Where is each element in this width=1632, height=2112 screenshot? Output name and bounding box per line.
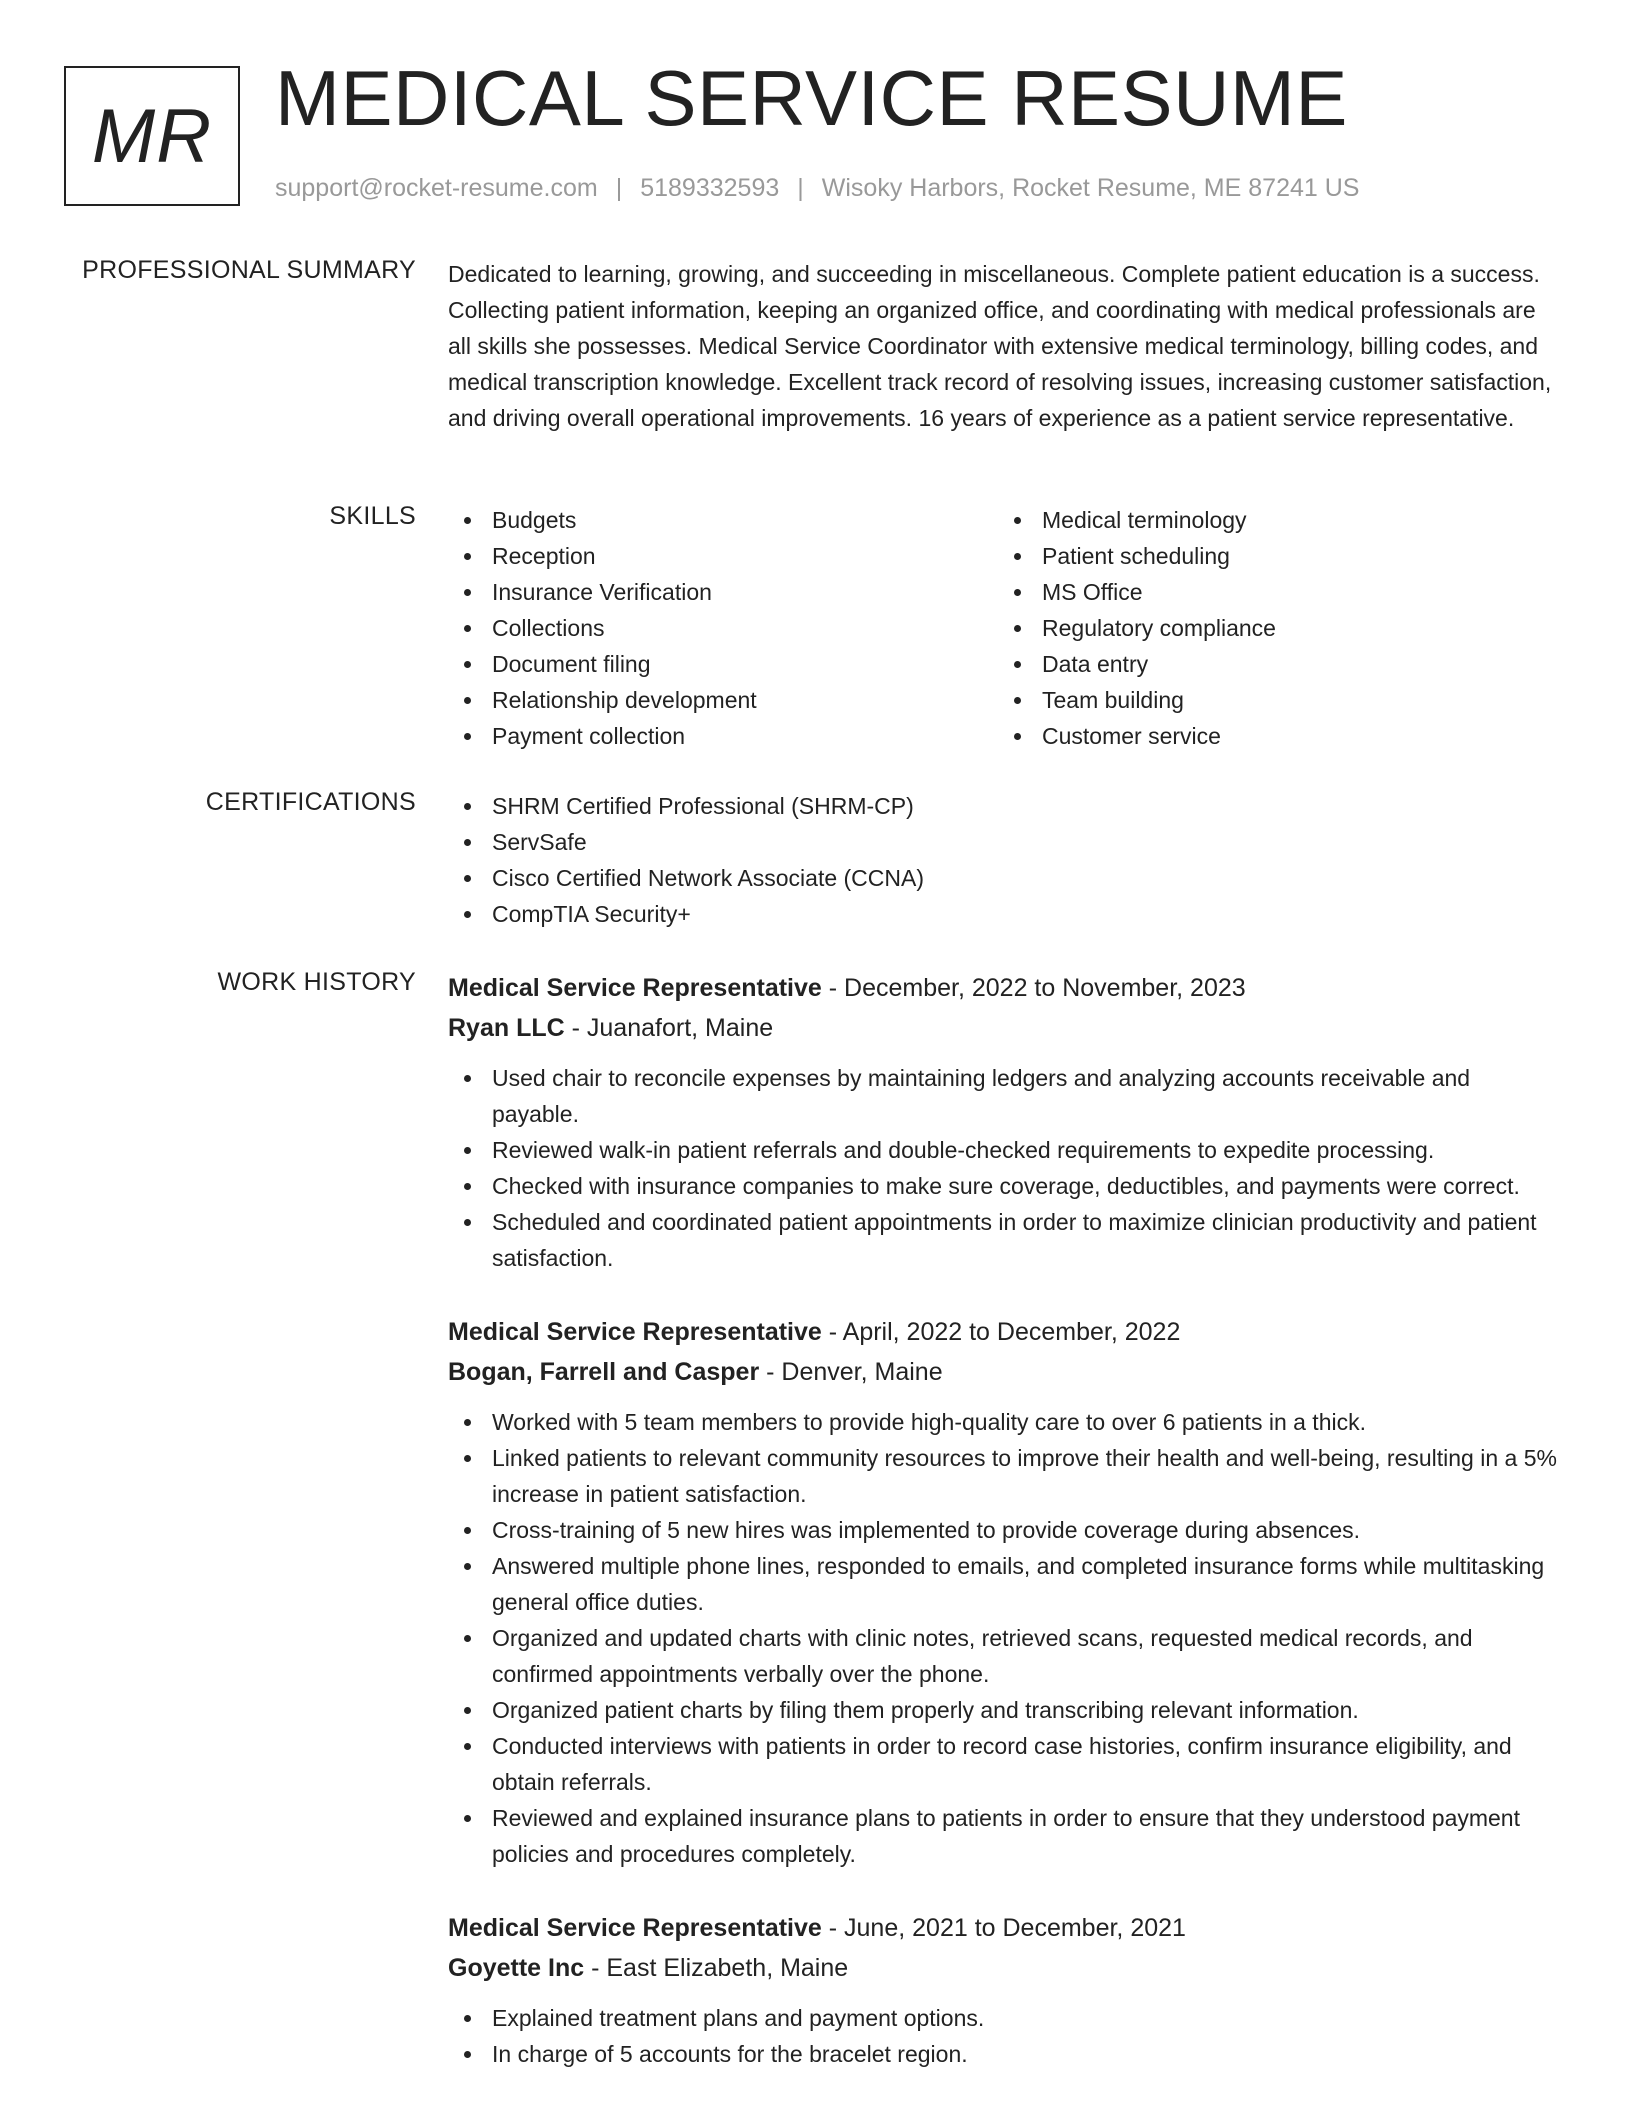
job-company-line bbox=[448, 1948, 1560, 1988]
certification-item: SHRM Certified Professional (SHRM-CP) bbox=[492, 788, 1560, 824]
job-title-line bbox=[448, 968, 1560, 1008]
skills-list-right bbox=[998, 502, 1548, 754]
skill-item: Medical terminology bbox=[1042, 502, 1548, 538]
job-bullet: Scheduled and coordinated patient appointments in order to maximize clinician productivity and patient satisfaction. bbox=[492, 1204, 1560, 1276]
skill-item: Relationship development bbox=[492, 682, 998, 718]
job-bullet: Linked patients to relevant community resources to improve their health and well-being, resulting in a 5% increase in patient satisfaction. bbox=[492, 1440, 1560, 1512]
job-bullets bbox=[448, 1404, 1560, 1872]
job-bullet: Reviewed and explained insurance plans to patients in order to ensure that they understood payment policies and procedures completely. bbox=[492, 1800, 1560, 1872]
job-bullets bbox=[448, 1060, 1560, 1276]
work-history-label: WORK HISTORY bbox=[217, 968, 416, 996]
job-bullet: Organized patient charts by filing them properly and transcribing relevant information. bbox=[492, 1692, 1560, 1728]
certification-item: ServSafe bbox=[492, 824, 1560, 860]
summary-label: PROFESSIONAL SUMMARY bbox=[82, 256, 416, 284]
job-company: Bogan, Farrell and Casper bbox=[448, 1358, 760, 1386]
job-title: Medical Service Representative bbox=[448, 1318, 822, 1346]
job-title-line bbox=[448, 1312, 1560, 1352]
job-bullet: Conducted interviews with patients in order to record case histories, confirm insurance eligibility, and obtain referrals. bbox=[492, 1728, 1560, 1800]
certifications-body bbox=[448, 788, 1560, 932]
contact-email[interactable]: support@rocket-resume.com bbox=[275, 174, 598, 202]
job-title: Medical Service Representative bbox=[448, 974, 822, 1002]
job-title-line bbox=[448, 1908, 1560, 1948]
certifications-label: CERTIFICATIONS bbox=[205, 788, 416, 816]
summary-text: Dedicated to learning, growing, and succeeding in miscellaneous. Complete patient education is a success. Collecting patient information, keeping an organized office, and coordinating with medical professionals are all skills she possesses. Medical Service Coordinator with extensive medical terminology, billing codes, and medical transcription knowledge. Excellent track record of resolving issues, increasing customer satisfaction, and driving overall operational improvements. 16 years of experience as a patient service representative. bbox=[448, 261, 1552, 431]
job-dates: - December, 2022 to November, 2023 bbox=[821, 974, 1246, 1002]
job-bullets bbox=[448, 2000, 1560, 2072]
job-bullet: In charge of 5 accounts for the bracelet region. bbox=[492, 2036, 1560, 2072]
certifications-list bbox=[448, 788, 1560, 932]
skill-item: Patient scheduling bbox=[1042, 538, 1548, 574]
skill-item: Customer service bbox=[1042, 718, 1548, 754]
job-location: - Denver, Maine bbox=[759, 1358, 943, 1386]
job-bullet: Cross-training of 5 new hires was implemented to provide coverage during absences. bbox=[492, 1512, 1560, 1548]
skill-item: Collections bbox=[492, 610, 998, 646]
skill-item: Document filing bbox=[492, 646, 998, 682]
job-bullet: Worked with 5 team members to provide high-quality care to over 6 patients in a thick. bbox=[492, 1404, 1560, 1440]
skills-label: SKILLS bbox=[329, 502, 416, 530]
skill-item: Team building bbox=[1042, 682, 1548, 718]
skill-item: MS Office bbox=[1042, 574, 1548, 610]
job-bullet: Used chair to reconcile expenses by maintaining ledgers and analyzing accounts receivable and payable. bbox=[492, 1060, 1560, 1132]
job-bullet: Answered multiple phone lines, responded to emails, and completed insurance forms while multitasking general office duties. bbox=[492, 1548, 1560, 1620]
contact-line bbox=[275, 174, 1359, 203]
monogram-box bbox=[64, 66, 240, 206]
job-bullet: Reviewed walk-in patient referrals and double-checked requirements to expedite processing. bbox=[492, 1132, 1560, 1168]
skill-item: Data entry bbox=[1042, 646, 1548, 682]
monogram-initials: MR bbox=[91, 93, 213, 179]
job-company-line bbox=[448, 1352, 1560, 1392]
work-history-body bbox=[448, 968, 1560, 2108]
skill-item: Insurance Verification bbox=[492, 574, 998, 610]
certification-item: CompTIA Security+ bbox=[492, 896, 1560, 932]
contact-separator: | bbox=[615, 174, 623, 202]
job-location: - East Elizabeth, Maine bbox=[584, 1954, 849, 1982]
contact-phone[interactable]: 5189332593 bbox=[640, 174, 780, 202]
skill-item: Budgets bbox=[492, 502, 998, 538]
resume-title: MEDICAL SERVICE RESUME bbox=[275, 54, 1348, 142]
skills-body bbox=[448, 502, 1560, 754]
job-dates: - April, 2022 to December, 2022 bbox=[821, 1318, 1181, 1346]
job-entry bbox=[448, 1908, 1560, 2072]
job-company: Goyette Inc bbox=[448, 1954, 585, 1982]
job-location: - Juanafort, Maine bbox=[564, 1014, 774, 1042]
job-bullet: Organized and updated charts with clinic notes, retrieved scans, requested medical records, and confirmed appointments verbally over the phone. bbox=[492, 1620, 1560, 1692]
job-company-line bbox=[448, 1008, 1560, 1048]
skill-item: Reception bbox=[492, 538, 998, 574]
job-title: Medical Service Representative bbox=[448, 1914, 822, 1942]
job-bullet: Checked with insurance companies to make sure coverage, deductibles, and payments were correct. bbox=[492, 1168, 1560, 1204]
skill-item: Regulatory compliance bbox=[1042, 610, 1548, 646]
contact-address: Wisoky Harbors, Rocket Resume, ME 87241 US bbox=[821, 174, 1360, 202]
job-entry bbox=[448, 1312, 1560, 1872]
skills-list-left bbox=[448, 502, 998, 754]
contact-separator: | bbox=[797, 174, 804, 202]
job-company: Ryan LLC bbox=[448, 1014, 565, 1042]
job-entry bbox=[448, 968, 1560, 1276]
certification-item: Cisco Certified Network Associate (CCNA) bbox=[492, 860, 1560, 896]
skill-item: Payment collection bbox=[492, 718, 998, 754]
job-bullet: Explained treatment plans and payment options. bbox=[492, 2000, 1560, 2036]
job-dates: - June, 2021 to December, 2021 bbox=[821, 1914, 1186, 1942]
